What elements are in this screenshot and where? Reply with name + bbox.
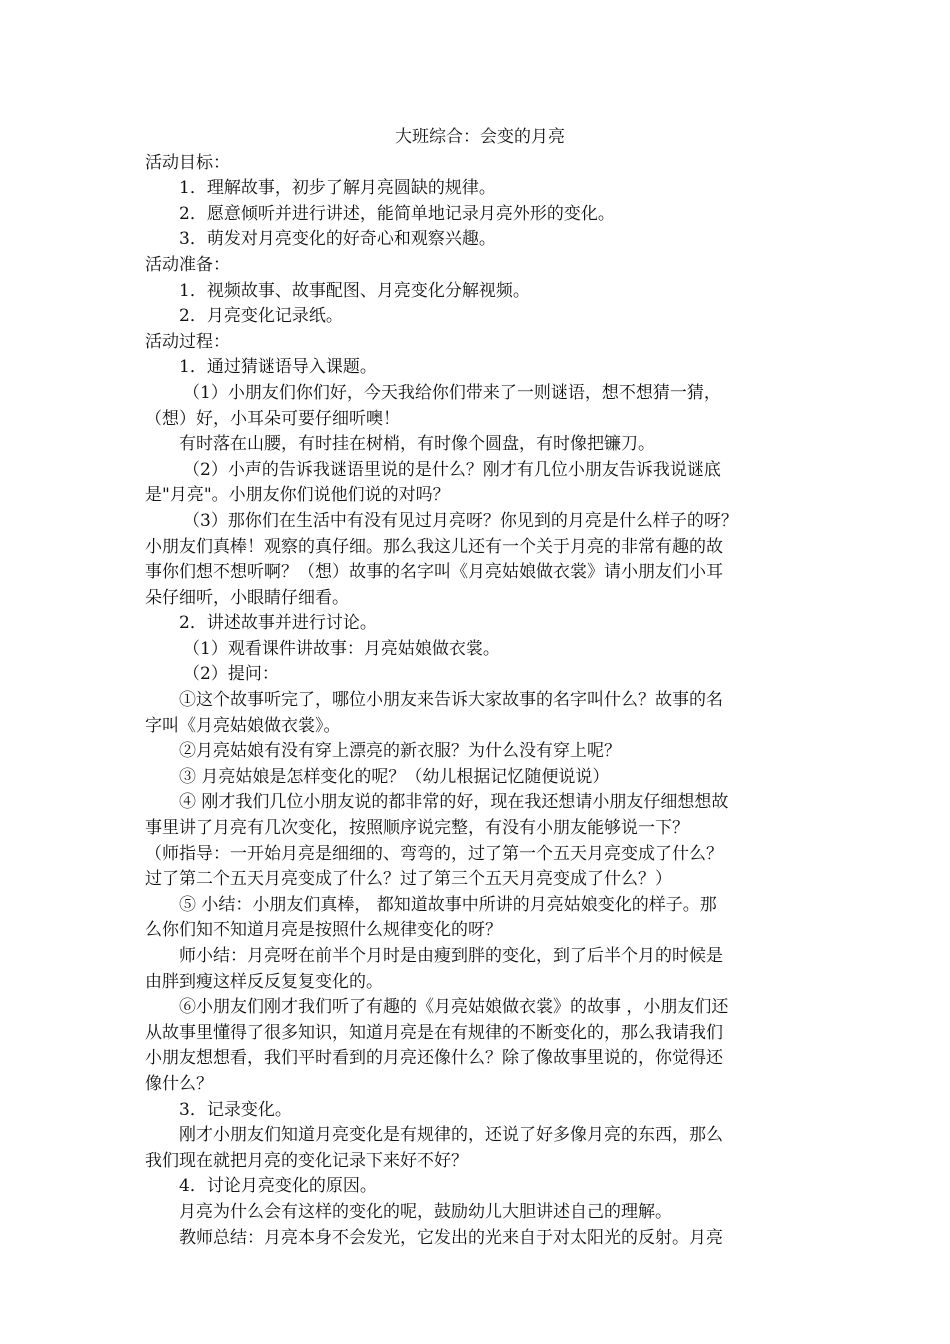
paragraph-line: 有时落在山腰，有时挂在树梢，有时像个圆盘，有时像把镰刀。 <box>179 434 655 455</box>
paragraph-line: （1）小朋友们你们好，今天我给你们带来了一则谜语，想不想猜一猜， <box>183 382 721 403</box>
paragraph-line: 1．通过猜谜语导入课题。 <box>179 357 377 378</box>
paragraph-line: 小朋友想想看，我们平时看到的月亮还像什么？除了像故事里说的，你觉得还 <box>145 1048 723 1069</box>
paragraph-line: 我们现在就把月亮的变化记录下来好不好？ <box>145 1150 468 1171</box>
paragraph-line: 由胖到瘦这样反反复复变化的。 <box>145 971 383 992</box>
paragraph-line: 2．月亮变化记录纸。 <box>179 306 343 327</box>
paragraph-line: 月亮为什么会有这样的变化的呢，鼓励幼儿大胆讲述自己的理解。 <box>179 1201 672 1222</box>
paragraph-line: ⑤ 小结：小朋友们真棒， 都知道故事中所讲的月亮姑娘变化的样子。那 <box>179 894 717 915</box>
paragraph-line: （3）那你们在生活中有没有见过月亮呀？你见到的月亮是什么样子的呀？ <box>183 510 738 531</box>
paragraph-line: ⑥小朋友们刚才我们听了有趣的《月亮姑娘做衣裳》的故事 ，小朋友们还 <box>179 997 729 1018</box>
paragraph-line: （2）提问： <box>183 664 279 685</box>
paragraph-line: 是"月亮"。小朋友你们说他们说的对吗？ <box>145 485 450 506</box>
paragraph-line: ①这个故事听完了，哪位小朋友来告诉大家故事的名字叫什么？故事的名 <box>179 690 723 711</box>
section-heading: 活动过程： <box>145 331 230 352</box>
paragraph-line: 3．记录变化。 <box>179 1099 292 1120</box>
section-heading: 活动准备： <box>145 254 230 275</box>
paragraph-line: 1．视频故事、故事配图、月亮变化分解视频。 <box>179 280 530 301</box>
paragraph-line: 1．理解故事，初步了解月亮圆缺的规律。 <box>179 178 496 199</box>
paragraph-line: （想）好，小耳朵可要仔细听噢！ <box>145 408 400 429</box>
paragraph-line: 过了第二个五天月亮变成了什么？过了第三个五天月亮变成了什么？） <box>145 869 672 890</box>
paragraph-line: 字叫《月亮姑娘做衣裳》。 <box>145 715 341 736</box>
paragraph-line: 刚才小朋友们知道月亮变化是有规律的，还说了好多像月亮的东西，那么 <box>179 1125 723 1146</box>
section-heading: 活动目标： <box>145 152 230 173</box>
document-page <box>145 125 810 1251</box>
paragraph-line: 小朋友们真棒！观察的真仔细。那么我这儿还有一个关于月亮的非常有趣的故 <box>145 536 723 557</box>
paragraph-line: 3．萌发对月亮变化的好奇心和观察兴趣。 <box>179 229 496 250</box>
paragraph-line: 师小结：月亮呀在前半个月时是由瘦到胖的变化，到了后半个月的时候是 <box>179 946 723 966</box>
paragraph-line: 2．愿意倾听并进行讲述，能简单地记录月亮外形的变化。 <box>179 203 615 224</box>
paragraph-line: ④ 刚才我们几位小朋友说的都非常的好，现在我还想请小朋友仔细想想故 <box>179 792 729 813</box>
document-title: 大班综合：会变的月亮 <box>395 127 565 147</box>
paragraph-line: ②月亮姑娘有没有穿上漂亮的新衣服？为什么没有穿上呢？ <box>179 741 621 762</box>
paragraph-line: （1）观看课件讲故事：月亮姑娘做衣裳。 <box>183 638 500 659</box>
paragraph-line: 事你们想不想听啊？（想）故事的名字叫《月亮姑娘做衣裳》请小朋友们小耳 <box>145 562 723 583</box>
paragraph-line: 事里讲了月亮有几次变化，按照顺序说完整，有没有小朋友能够说一下？ <box>145 818 689 839</box>
paragraph-line: 么你们知不知道月亮是按照什么规律变化的呀？ <box>145 920 502 941</box>
paragraph-line: （师指导：一开始月亮是细细的、弯弯的，过了第一个五天月亮变成了什么？ <box>145 843 723 864</box>
paragraph-line: 2．讲述故事并进行讨论。 <box>179 613 377 634</box>
paragraph-line: 4．讨论月亮变化的原因。 <box>179 1176 377 1197</box>
paragraph-line: ③ 月亮姑娘是怎样变化的呢？（幼儿根据记忆随便说说） <box>179 766 610 787</box>
paragraph-line: 从故事里懂得了很多知识，知道月亮是在有规律的不断变化的，那么我请我们 <box>145 1022 723 1043</box>
paragraph-line: （2）小声的告诉我谜语里说的是什么？刚才有几位小朋友告诉我说谜底 <box>183 459 721 480</box>
paragraph-line: 教师总结：月亮本身不会发光，它发出的光来自于对太阳光的反射。月亮 <box>179 1227 723 1248</box>
paragraph-line: 像什么？ <box>145 1073 213 1094</box>
paragraph-line: 朵仔细听，小眼睛仔细看。 <box>145 587 349 608</box>
